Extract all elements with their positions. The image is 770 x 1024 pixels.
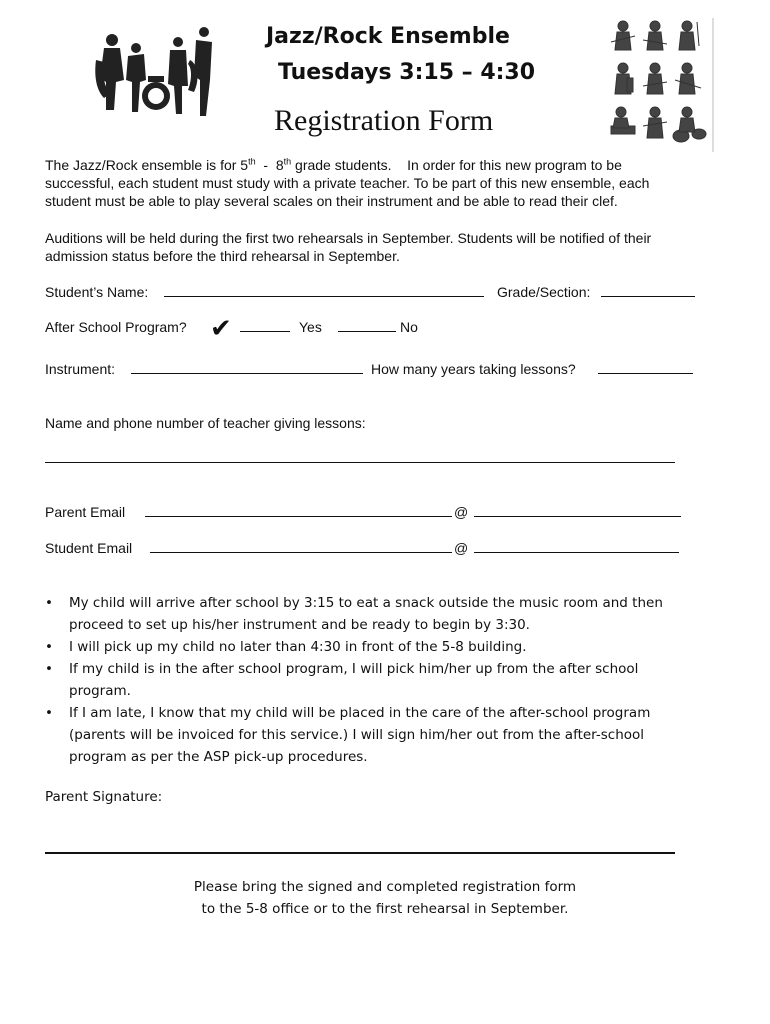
list-item: • My child will arrive after school by 3:15 to eat a snack outside the music room and then proceed to set up his/her instrument and be ready to begin by 3:30.: [45, 592, 695, 636]
rules-list: [45, 592, 695, 768]
parent-email-label: Parent Email: [45, 504, 126, 520]
list-item: • If I am late, I know that my child will be placed in the care of the after-school program (parents will be invoiced for this service.) I will sign him/her out from the after-school program as per the ASP pick-up procedures.: [45, 702, 695, 768]
intro-paragraph-2: Auditions will be held during the first two rehearsals in September. Students will be notified of their admission status before the third rehearsal in September.: [45, 230, 652, 264]
student-email-label: Student Email: [45, 540, 133, 556]
signature-field[interactable]: [45, 852, 675, 854]
check-mark-icon: ✔: [210, 314, 232, 344]
no-field[interactable]: [338, 331, 396, 332]
years-lessons-label: How many years taking lessons?: [371, 361, 576, 377]
yes-label: Yes: [299, 319, 322, 335]
after-school-label: After School Program?: [45, 319, 187, 335]
instrument-label: Instrument:: [45, 361, 116, 377]
schedule-title: Tuesdays 3:15 – 4:30: [278, 60, 536, 85]
parent-email-user-field[interactable]: [145, 516, 452, 517]
yes-field[interactable]: [240, 331, 290, 332]
no-label: No: [400, 319, 418, 335]
teacher-label: Name and phone number of teacher giving lessons:: [45, 415, 366, 431]
parent-email-at: @: [454, 504, 469, 520]
rock-musicians-image: [605, 16, 717, 154]
instrument-field[interactable]: [131, 373, 363, 374]
student-email-user-field[interactable]: [150, 552, 452, 553]
student-email-at: @: [454, 540, 469, 556]
student-email-domain-field[interactable]: [474, 552, 679, 553]
rock-musicians-clipart-icon: [605, 16, 717, 154]
teacher-field[interactable]: [45, 462, 675, 463]
student-name-field[interactable]: [164, 296, 484, 297]
ensemble-title: Jazz/Rock Ensemble: [266, 24, 510, 49]
intro-paragraph-1: The Jazz/Rock ensemble is for 5th - 8th grade students. In order for this new program to be successful, each student must study with a private teacher. To be part of this new ensemble, each student must be able to play several scales on their instrument and be able to read their clef.: [45, 156, 650, 209]
parent-email-domain-field[interactable]: [474, 516, 681, 517]
list-item: • If my child is in the after school program, I will pick him/her up from the after school program.: [45, 658, 695, 702]
footer-note: Please bring the signed and completed registration form to the 5-8 office or to the first rehearsal in September.: [193, 879, 577, 917]
grade-label: Grade/Section:: [497, 284, 591, 300]
jazz-band-image: [92, 20, 218, 120]
student-name-label: Student’s Name:: [45, 284, 149, 300]
years-lessons-field[interactable]: [598, 373, 693, 374]
signature-label: Parent Signature:: [45, 789, 163, 805]
jazz-band-silhouette-icon: [92, 20, 218, 120]
form-title: Registration Form: [274, 104, 494, 137]
list-item: • I will pick up my child no later than 4:30 in front of the 5-8 building.: [45, 636, 695, 658]
grade-field[interactable]: [601, 296, 695, 297]
